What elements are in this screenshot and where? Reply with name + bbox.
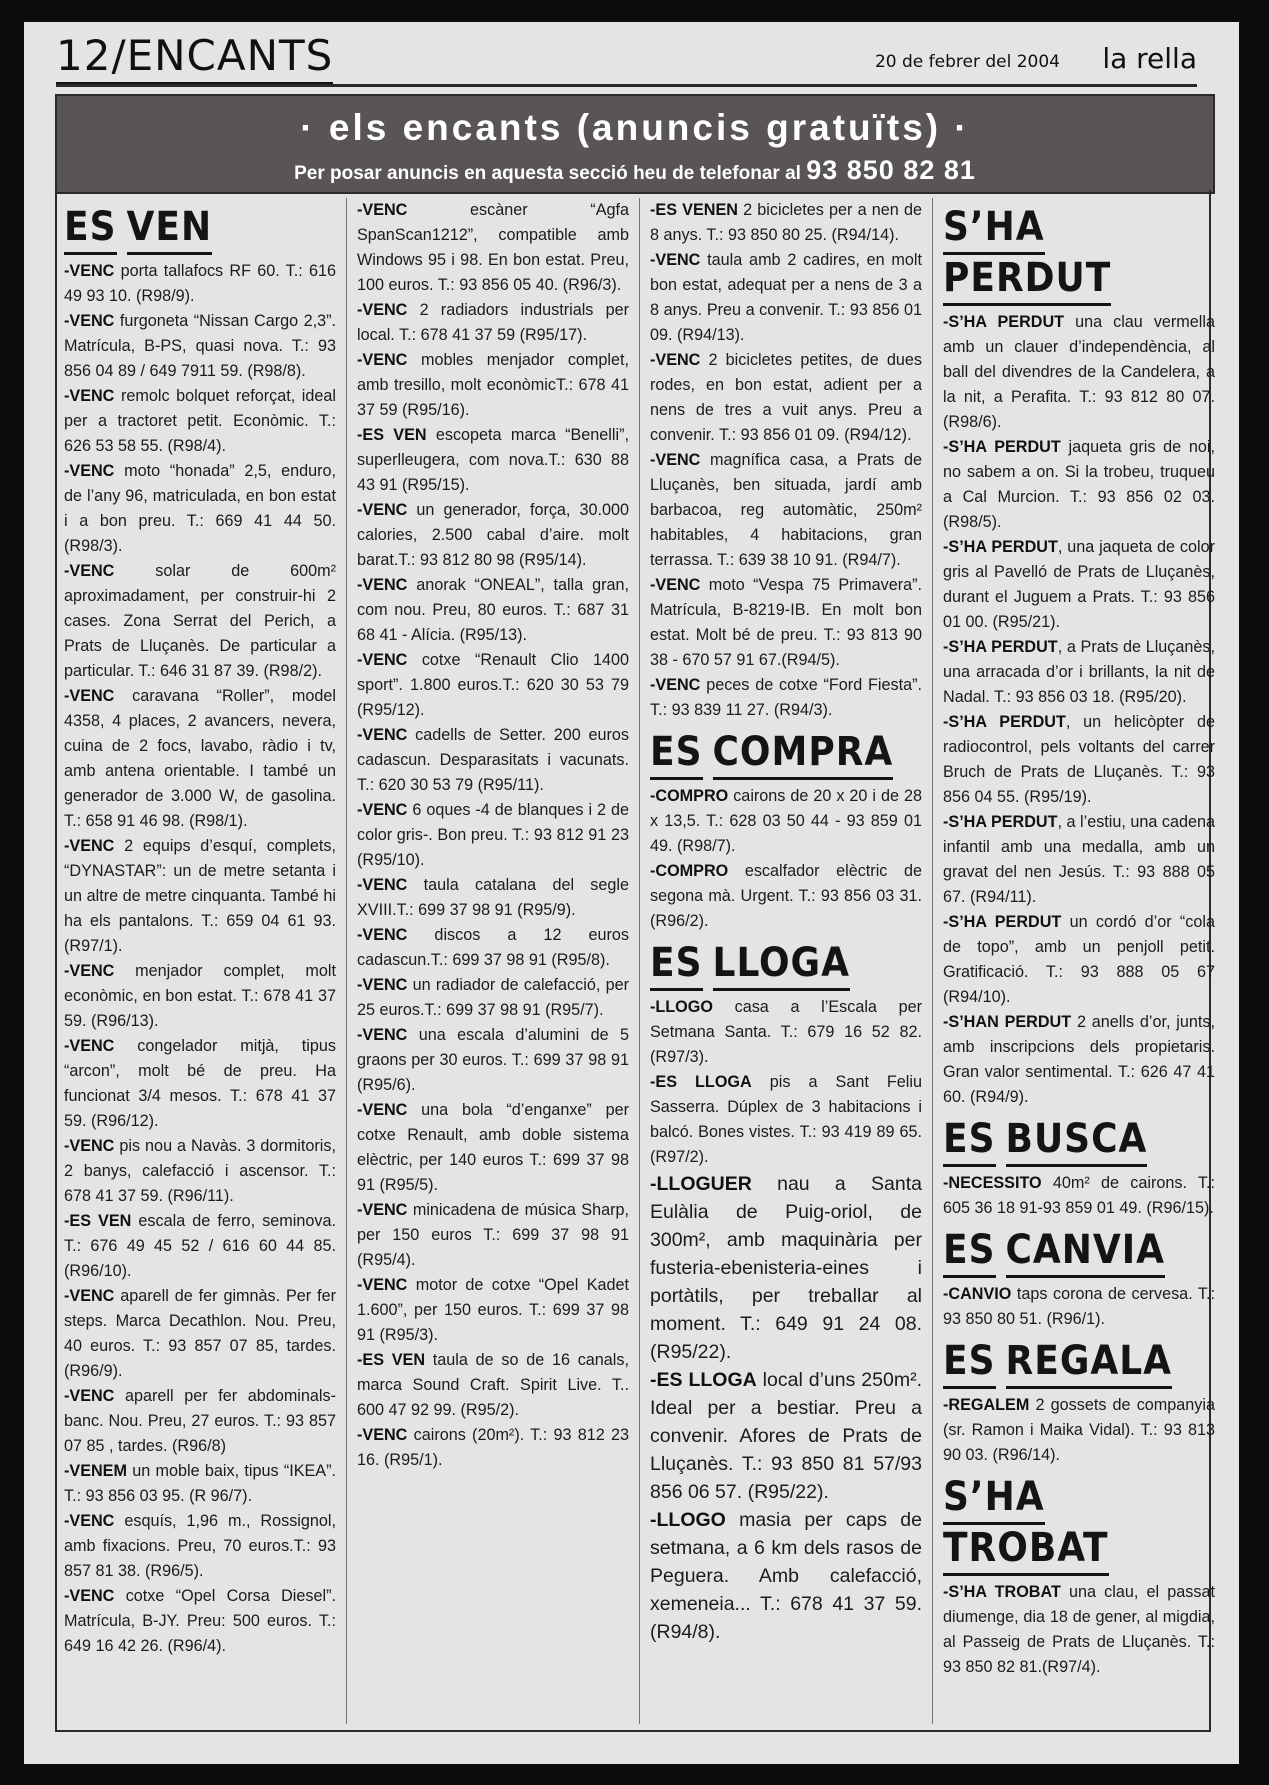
ad-label: -VENC: [64, 312, 115, 330]
ad-label: -VENC: [650, 451, 701, 469]
section-heading-word: S’HA: [943, 204, 1045, 255]
classified-ad: [943, 1393, 1215, 1468]
ad-text: local d’uns 250m². Ideal per a bestiar. Preu a convenir. Afores de Prats de Lluçanès. T.: 93 850 81 57/93 856 06 57. (R95/22).: [650, 1369, 922, 1503]
ad-text: , a Prats de Lluçanès, una arracada d’or i brillants, la nit de Nadal. T.: 93 856 03 18. (R95/20).: [943, 638, 1215, 706]
ad-label: -VENC: [357, 726, 408, 744]
classified-ad: [650, 859, 922, 934]
classified-ad: [64, 1134, 336, 1209]
classified-ad: [357, 423, 629, 498]
classified-ad: [357, 873, 629, 923]
classified-ad: [650, 1170, 922, 1366]
classified-ad: [64, 559, 336, 684]
ad-label: -NECESSITO: [943, 1174, 1042, 1192]
ad-text: escalfador elèctric de segona mà. Urgent. T.: 93 856 03 31. (R96/2).: [650, 862, 922, 930]
ad-text: taps corona de cervesa. T.: 93 850 80 51. (R96/1).: [943, 1285, 1215, 1328]
page-header: [56, 30, 1197, 87]
ad-text: escopeta marca “Benelli”, superlleugera, com nova.T.: 630 88 43 91 (R95/15).: [357, 426, 629, 494]
ad-text: un cordó d’or “cola de topo”, amb un penjoll petit. Gratificació. T.: 93 888 05 67 (R94/10).: [943, 913, 1215, 1006]
ad-text: discos a 12 euros cadascun.T.: 699 37 98 91 (R95/8).: [357, 926, 629, 969]
ad-label: -VENC: [650, 576, 701, 594]
column-3: [650, 198, 922, 1724]
ad-label: -VENC: [64, 1587, 115, 1605]
classified-ad: [943, 1010, 1215, 1110]
ad-text: esquís, 1,96 m., Rossignol, amb fixacions. Preu, 70 euros.T.: 93 857 81 38. (R96/5).: [64, 1512, 336, 1580]
ad-text: caravana “Roller”, model 4358, 4 places, 2 avancers, nevera, cuina de 2 focs, lavabo, ràdio i tv, amb antena orientable. I també un generador de 3.000 W, de gasolina. T.: 658 91 46 98. (R98/1).: [64, 687, 336, 830]
section-heading-sha-trobat: [943, 1474, 1215, 1576]
section-heading-word: TROBAT: [943, 1525, 1109, 1576]
classified-ad: [650, 448, 922, 573]
ad-text: un generador, força, 30.000 calories, 2.500 cabal d’aire. molt barat.T.: 93 812 80 98 (R95/14).: [357, 501, 629, 569]
ad-label: -VENC: [64, 1037, 115, 1055]
ad-text: 2 bicicletes per a nen de 8 anys. T.: 93 850 80 25. (R94/14).: [650, 201, 922, 244]
classified-ad: [943, 1171, 1215, 1221]
page-section-title: 12/ENCANTS: [56, 31, 334, 80]
classified-ad: [357, 198, 629, 298]
ad-text: jaqueta gris de noi, no sabem a on. Si la trobeu, truqueu a Cal Murcion. T.: 93 856 02 03. (R98/5).: [943, 438, 1215, 531]
section-heading-word: S’HA: [943, 1474, 1045, 1525]
ad-label: -VENC: [64, 837, 115, 855]
section-heading-word: VEN: [127, 204, 213, 255]
ad-text: nau a Santa Eulàlia de Puig-oriol, de 300m², amb maquinària per fusteria-ebenisteria-eines i portàtils, per treballar al moment. T.: 649 91 24 08. (R95/22).: [650, 1173, 922, 1363]
classified-ad: [943, 910, 1215, 1010]
ad-text: 2 gossets de companyia (sr. Ramon i Maika Vidal). T.: 93 813 90 03. (R96/14).: [943, 1396, 1215, 1464]
section-heading-es-ven: [64, 204, 336, 255]
ad-label: -S’HA PERDUT: [943, 538, 1058, 556]
ad-label: -VENC: [357, 926, 408, 944]
section-heading-word: ES: [943, 1338, 996, 1389]
ad-label: -VENC: [650, 351, 701, 369]
classified-ad: [357, 1348, 629, 1423]
classified-ad: [357, 1198, 629, 1273]
column-1: [64, 198, 336, 1724]
ad-label: -VENC: [357, 351, 408, 369]
banner-title: · els encants (anuncis gratuïts) ·: [300, 107, 970, 148]
ad-text: , un helicòpter de radiocontrol, pels voltants del carrer Bruch de Prats de Lluçanès. T.: 93 856 04 55. (R95/19).: [943, 713, 1215, 806]
section-heading-es-busca: [943, 1116, 1215, 1167]
classified-ad: [943, 810, 1215, 910]
ad-text: masia per caps de setmana, a 6 km dels rasos de Peguera. Amb calefacció, xemeneia... T.: 678 41 37 59. (R94/8).: [650, 1509, 922, 1643]
ad-text: escala de ferro, seminova. T.: 676 49 45 52 / 616 60 44 85. (R96/10).: [64, 1212, 336, 1280]
ad-text: una clau vermella amb un clauer d’independència, al ball del divendres de la Candelera, a la nit, a Perafita. T.: 93 812 80 07. (R98/6).: [943, 313, 1215, 431]
classified-ad: [650, 673, 922, 723]
classified-ad: [650, 995, 922, 1070]
ad-label: -VENC: [357, 651, 408, 669]
ad-label: -S’HA PERDUT: [943, 913, 1062, 931]
issue-date: 20 de febrer del 2004: [874, 52, 1060, 72]
ad-text: una clau, el passat diumenge, dia 18 de gener, al migdia, al Passeig de Prats de Lluçanès. T.: 93 850 82 81.(R97/4).: [943, 1583, 1215, 1676]
ad-text: porta tallafocs RF 60. T.: 616 49 93 10. (R98/9).: [64, 262, 336, 305]
classified-ad: [650, 573, 922, 673]
classified-ad: [64, 834, 336, 959]
ad-label: -S’HA PERDUT: [943, 813, 1058, 831]
classified-ad: [64, 309, 336, 384]
ad-text: 2 radiadors industrials per local. T.: 678 41 37 59 (R95/17).: [357, 301, 629, 344]
ad-label: -S’HA PERDUT: [943, 438, 1061, 456]
classified-ad: [64, 1509, 336, 1584]
ad-text: escàner “Agfa SpanScan1212”, compatible amb Windows 95 i 98. En bon estat. Preu, 100 euros. T.: 93 856 05 40. (R96/3).: [357, 201, 629, 294]
section-heading-word: COMPRA: [713, 729, 894, 780]
ad-label: -ES VEN: [357, 1351, 426, 1369]
classified-ad: [943, 635, 1215, 710]
ad-label: -VENC: [64, 1287, 115, 1305]
classified-ad: [357, 1423, 629, 1473]
classified-ad: [64, 1209, 336, 1284]
ad-text: cairons de 20 x 20 i de 28 x 13,5. T.: 628 03 50 44 - 93 859 01 49. (R98/7).: [650, 787, 922, 855]
ad-text: congelador mitjà, tipus “arcon”, molt bé de preu. Ha funcionat 3/4 mesos. T.: 678 41 37 59. (R96/12).: [64, 1037, 336, 1130]
ad-text: 2 equips d’esquí, complets, “DYNASTAR”: un de metre setanta i un altre de metre cinquanta. També hi ha els pantalons. T.: 659 04 61 93. (R97/1).: [64, 837, 336, 955]
ad-label: -VENC: [357, 1026, 408, 1044]
classified-ad: [64, 1034, 336, 1134]
ad-label: -ES VEN: [64, 1212, 132, 1230]
ad-text: solar de 600m² aproximadament, per construir-hi 2 cases. Zona Serrat del Perich, a Prats de Lluçanès. De particular a particular. T.: 646 31 87 39. (R98/2).: [64, 562, 336, 680]
ad-text: 40m² de cairons. T.: 605 36 18 91-93 859 01 49. (R96/15).: [943, 1174, 1215, 1217]
ad-label: -VENC: [357, 301, 408, 319]
classified-ad: [357, 298, 629, 348]
ad-label: -COMPRO: [650, 862, 729, 880]
classified-ad: [357, 923, 629, 973]
ad-text: peces de cotxe “Ford Fiesta”. T.: 93 839 11 27. (R94/3).: [650, 676, 922, 719]
section-heading-word: CANVIA: [1006, 1227, 1165, 1278]
classified-ad: [650, 198, 922, 248]
ad-text: cotxe “Opel Corsa Diesel”. Matrícula, B-JY. Preu: 500 euros. T.: 649 16 42 26. (R96/4).: [64, 1587, 336, 1655]
ad-text: pis nou a Navàs. 3 dormitoris, 2 banys, calefacció i ascensor. T.: 678 41 37 59. (R96/11).: [64, 1137, 336, 1205]
classified-ad: [64, 384, 336, 459]
classified-ad: [943, 435, 1215, 535]
ad-label: -VENC: [357, 1101, 408, 1119]
ad-label: -VENC: [357, 976, 408, 994]
ad-label: -S’HA PERDUT: [943, 713, 1066, 731]
ad-label: -VENC: [357, 801, 408, 819]
section-heading-word: ES: [650, 729, 703, 780]
classified-ad: [64, 459, 336, 559]
ad-label: -ES LLOGA: [650, 1369, 757, 1391]
section-heading-word: LLOGA: [713, 940, 850, 991]
ad-label: -VENC: [64, 962, 115, 980]
ad-text: cotxe “Renault Clio 1400 sport”. 1.800 euros.T.: 620 30 53 79 (R95/12).: [357, 651, 629, 719]
ad-label: -VENC: [64, 562, 115, 580]
column-4: [943, 198, 1215, 1724]
ad-label: -LLOGUER: [650, 1173, 752, 1195]
classified-ad: [357, 348, 629, 423]
ad-text: cairons (20m²). T.: 93 812 23 16. (R95/1).: [357, 1426, 629, 1469]
classified-ad: [357, 1023, 629, 1098]
ad-label: -VENEM: [64, 1462, 127, 1480]
ad-label: -ES VENEN: [650, 201, 738, 219]
classified-ad: [64, 1384, 336, 1459]
ad-label: -S’HA TROBAT: [943, 1583, 1061, 1601]
classified-ad: [357, 798, 629, 873]
section-banner: [55, 94, 1215, 194]
classified-ad: [943, 1282, 1215, 1332]
ad-text: furgoneta “Nissan Cargo 2,3”. Matrícula, B-PS, quasi nova. T.: 93 856 04 89 / 649 7911 59. (R98/8).: [64, 312, 336, 380]
ad-text: 6 oques -4 de blanques i 2 de color gris-. Bon preu. T.: 93 812 91 23 (R95/10).: [357, 801, 629, 869]
banner-phone: 93 850 82 81: [806, 155, 976, 185]
ad-text: aparell per fer abdominals-banc. Nou. Preu, 27 euros. T.: 93 857 07 85 , tardes. (R96/8): [64, 1387, 336, 1455]
ad-label: -VENC: [64, 1512, 115, 1530]
section-heading-es-regala: [943, 1338, 1215, 1389]
ad-label: -S’HA PERDUT: [943, 313, 1065, 331]
ad-text: aparell de fer gimnàs. Per fer steps. Marca Decathlon. Nou. Preu, 40 euros. T.: 93 857 07 85, tardes. (R96/9).: [64, 1287, 336, 1380]
classified-ad: [357, 1273, 629, 1348]
ad-text: moto “honada” 2,5, enduro, de l’any 96, matriculada, en bon estat i a bon preu. T.: 669 41 44 50. (R98/3).: [64, 462, 336, 555]
ad-label: -VENC: [64, 387, 115, 405]
ad-text: 2 anells d’or, junts, amb inscripcions dels propietaris. Gran valor sentimental. T.: 626 47 41 60. (R94/9).: [943, 1013, 1215, 1106]
classified-ad: [943, 710, 1215, 810]
ad-label: -LLOGO: [650, 1509, 726, 1531]
ad-text: casa a l’Escala per Setmana Santa. T.: 679 16 52 82. (R97/3).: [650, 998, 922, 1066]
ad-text: pis a Sant Feliu Sasserra. Dúplex de 3 habitacions i balcó. Bones vistes. T.: 93 419 89 65. (R97/2).: [650, 1073, 922, 1166]
section-heading-word: REGALA: [1006, 1338, 1172, 1389]
classified-ad: [64, 1584, 336, 1659]
ad-label: -VENC: [64, 1387, 115, 1405]
column-divider: [932, 198, 933, 1724]
ad-label: -VENC: [650, 251, 701, 269]
ad-text: menjador complet, molt econòmic, en bon estat. T.: 678 41 37 59. (R96/13).: [64, 962, 336, 1030]
column-2: [357, 198, 629, 1724]
ad-text: taula catalana del segle XVIII.T.: 699 37 98 91 (R95/9).: [357, 876, 629, 919]
ad-text: minicadena de música Sharp, per 150 euros T.: 699 37 98 91 (R95/4).: [357, 1201, 629, 1269]
banner-subtitle: [57, 156, 1213, 188]
ad-label: -VENC: [64, 1137, 115, 1155]
section-heading-word: ES: [64, 204, 117, 255]
section-heading-word: BUSCA: [1006, 1116, 1148, 1167]
section-heading-word: ES: [943, 1116, 996, 1167]
classified-ad: [64, 259, 336, 309]
ad-label: -VENC: [650, 676, 701, 694]
ad-text: taula amb 2 cadires, en molt bon estat, adequat per a nens de 3 a 8 anys. Preu a convenir. T.: 93 856 01 09. (R94/13).: [650, 251, 922, 344]
ad-label: -CANVIO: [943, 1285, 1012, 1303]
ad-label: -COMPRO: [650, 787, 729, 805]
classified-ad: [357, 498, 629, 573]
ad-label: -VENC: [64, 687, 115, 705]
section-heading-es-lloga: [650, 940, 922, 991]
ad-text: un radiador de calefacció, per 25 euros.T.: 699 37 98 91 (R95/7).: [357, 976, 629, 1019]
ad-text: moto “Vespa 75 Primavera”. Matrícula, B-8219-IB. En molt bon estat. Molt bé de preu. T.: 93 813 90 38 - 670 57 91 67.(R94/5).: [650, 576, 922, 669]
classified-ad: [357, 1098, 629, 1198]
section-heading-word: PERDUT: [943, 255, 1111, 306]
ad-label: -VENC: [357, 201, 408, 219]
section-heading-es-compra: [650, 729, 922, 780]
section-heading-sha-perdut: [943, 204, 1215, 306]
ad-label: -LLOGO: [650, 998, 713, 1016]
classified-ad: [650, 348, 922, 448]
banner-subtitle-text: Per posar anuncis en aquesta secció heu de telefonar al: [294, 163, 801, 184]
ad-text: mobles menjador complet, amb tresillo, molt econòmicT.: 678 41 37 59 (R95/16).: [357, 351, 629, 419]
ad-label: -S’HAN PERDUT: [943, 1013, 1072, 1031]
ad-label: -VENC: [64, 462, 115, 480]
classified-ad: [943, 1580, 1215, 1680]
column-divider: [639, 198, 640, 1724]
ad-text: una escala d’alumini de 5 graons per 30 euros. T.: 699 37 98 91 (R95/6).: [357, 1026, 629, 1094]
classified-ad: [64, 1459, 336, 1509]
ad-label: -VENC: [64, 262, 115, 280]
classified-ad: [357, 573, 629, 648]
ad-label: -S’HA PERDUT: [943, 638, 1058, 656]
classified-ad: [650, 1506, 922, 1646]
classified-ad: [64, 684, 336, 834]
ad-label: -VENC: [357, 576, 408, 594]
classified-ad: [64, 1284, 336, 1384]
ad-label: -REGALEM: [943, 1396, 1030, 1414]
ad-text: anorak “ONEAL”, talla gran, com nou. Preu, 80 euros. T.: 687 31 68 41 - Alícia. (R95/13).: [357, 576, 629, 644]
ad-text: cadells de Setter. 200 euros cadascun. Desparasitats i vacunats. T.: 620 30 53 79 (R95/11).: [357, 726, 629, 794]
column-divider: [346, 198, 347, 1724]
ad-label: -VENC: [357, 1201, 408, 1219]
ad-text: 2 bicicletes petites, de dues rodes, en bon estat, adient per a nens de tres a vuit anys. Preu a convenir. T.: 93 856 01 09. (R94/12).: [650, 351, 922, 444]
classified-ad: [357, 723, 629, 798]
ad-label: -VENC: [357, 501, 408, 519]
publication-name: la rella: [1102, 42, 1197, 75]
ad-label: -ES LLOGA: [650, 1073, 752, 1091]
ad-label: -VENC: [357, 876, 408, 894]
section-heading-word: ES: [943, 1227, 996, 1278]
ad-label: -VENC: [357, 1276, 408, 1294]
ad-label: -ES VEN: [357, 426, 427, 444]
classified-ad: [650, 248, 922, 348]
classified-ad: [650, 1366, 922, 1506]
classified-ad: [943, 535, 1215, 635]
classified-ad: [357, 973, 629, 1023]
classified-ad: [64, 959, 336, 1034]
ad-text: , a l’estiu, una cadena infantil amb una medalla, amb un gravat del nen Jesús. T.: 93 888 05 67. (R94/11).: [943, 813, 1215, 906]
ad-text: , una jaqueta de color gris al Pavelló de Prats de Lluçanès, durant el Juguem a Prats. T.: 93 856 01 00. (R95/21).: [943, 538, 1215, 631]
classified-ad: [357, 648, 629, 723]
ad-label: -VENC: [357, 1426, 408, 1444]
ad-text: magnífica casa, a Prats de Lluçanès, ben situada, jardí amb barbacoa, reg automàtic, 250m² habitables, 4 habitacions, gran terrassa. T.: 639 38 10 91. (R94/7).: [650, 451, 922, 569]
ad-text: una bola “d’enganxe” per cotxe Renault, amb doble sistema elèctric, per 140 euros T.: 699 37 98 91 (R95/5).: [357, 1101, 629, 1194]
classified-ad: [650, 1070, 922, 1170]
ad-text: un moble baix, tipus “IKEA”. T.: 93 856 03 95. (R 96/7).: [64, 1462, 336, 1505]
section-heading-es-canvia: [943, 1227, 1215, 1278]
section-heading-word: ES: [650, 940, 703, 991]
ad-text: taula de so de 16 canals, marca Sound Craft. Spirit Live. T.. 600 47 92 99. (R95/2).: [357, 1351, 629, 1419]
ad-text: remolc bolquet reforçat, ideal per a tractoret petit. Econòmic. T.: 626 53 58 55. (R98/4).: [64, 387, 336, 455]
classified-ad: [943, 310, 1215, 435]
ad-text: motor de cotxe “Opel Kadet 1.600”, per 150 euros. T.: 699 37 98 91 (R95/3).: [357, 1276, 629, 1344]
classified-ad: [650, 784, 922, 859]
